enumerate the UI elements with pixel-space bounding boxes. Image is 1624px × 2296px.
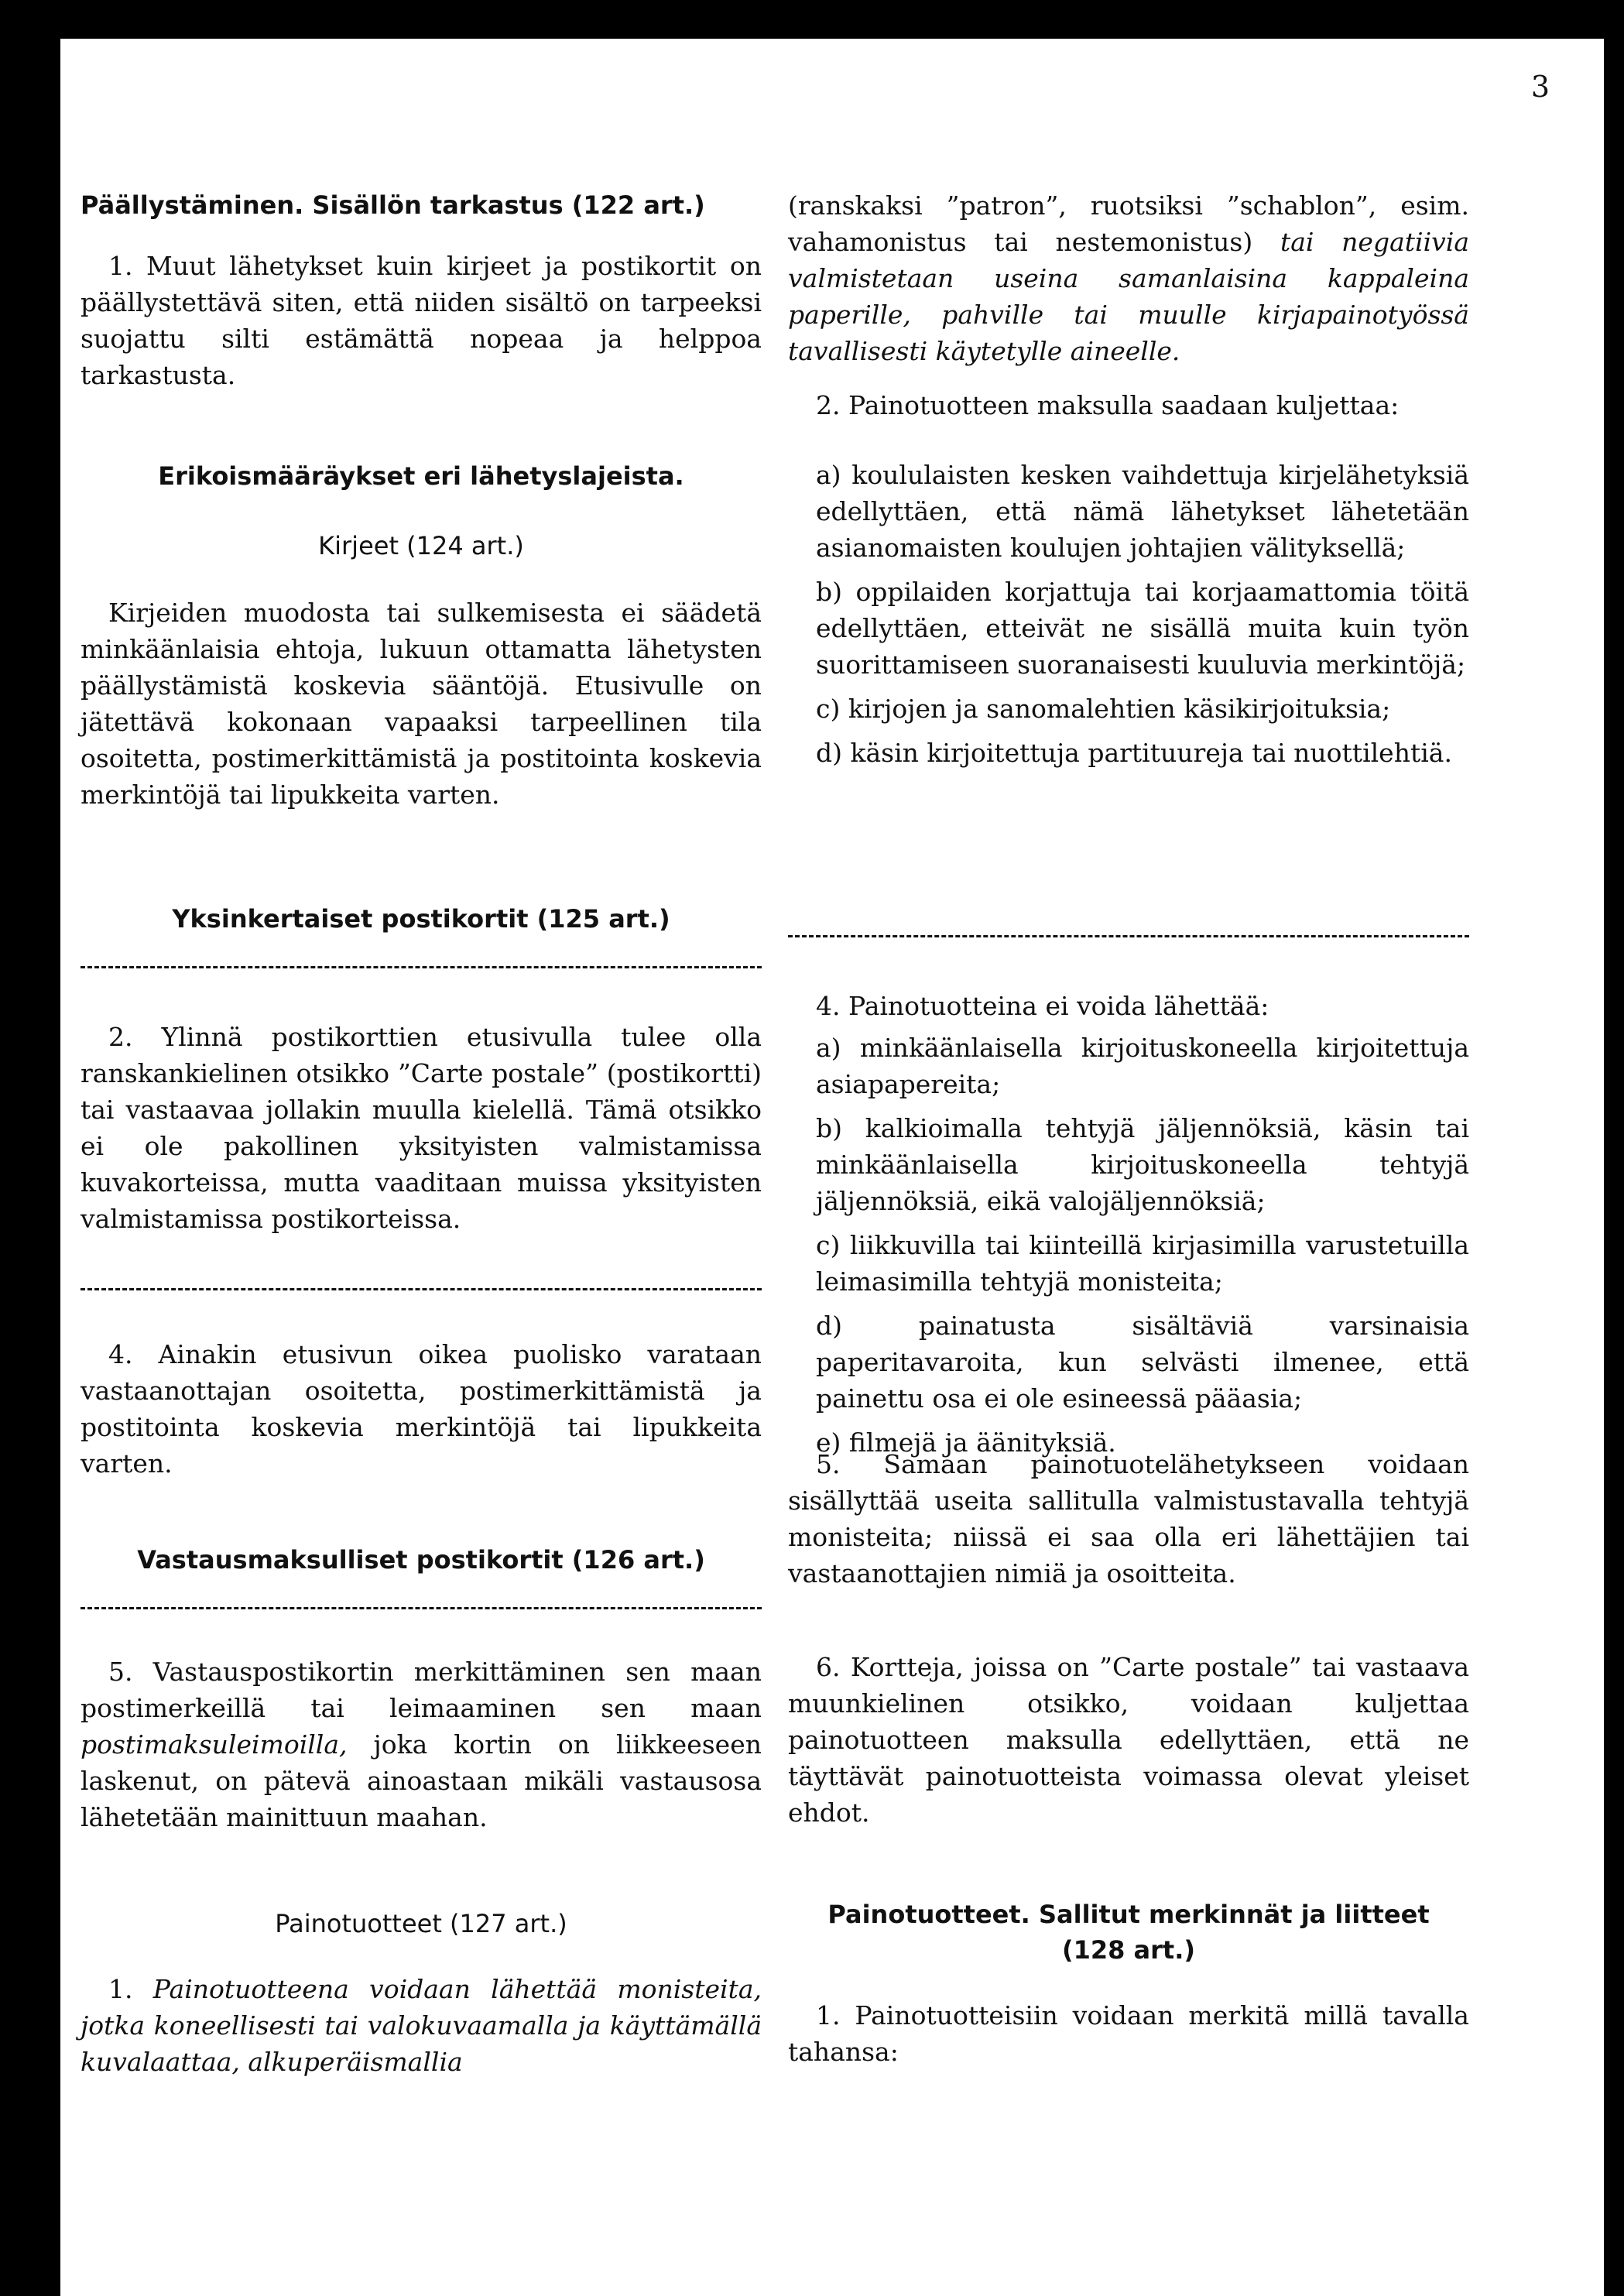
paragraph-printed-6: 6. Kortteja, joissa on ”Carte postale” tai vastaava muunkielinen otsikko, voidaan kuljettaa painotuotteen maksulla edellyttäen, että ne täyttävät painotuotteista voimassa olevat yleiset ehdot. (788, 1652, 1469, 1828)
paragraph-letters: Kirjeiden muodosta tai sulkemisesta ei säädetä minkäänlaisia ehtoja, lukuun ottamatta lähetysten päällystämistä koskevia sääntöjä. Etusivulle on jätettävä kokonaan vapaaksi tarpeellinen tila osoitetta, postimerkittämistä ja postitointa koskevia merkintöjä tai lipukkeita varten. (81, 598, 762, 810)
page-number: 3 (1530, 70, 1550, 104)
heading-printed-matter: Painotuotteet (127 art.) (275, 1909, 567, 1938)
paragraph-postcards-4: 4. Ainakin etusivun oikea puolisko varataan vastaanottajan osoitetta, postimerkittämistä ja postitointa koskevia merkintöjä tai lipukkeita varten. (81, 1339, 762, 1479)
reply-5-text-a: 5. Vastauspostikortin merkittäminen sen maan postimerkeillä tai leimaaminen sen maan (81, 1657, 762, 1723)
paragraph-printed-4: 4. Painotuotteina ei voida lähettää: (816, 991, 1269, 1021)
list-item: a) minkäänlaisella kirjoituskoneella kirjoitettuja asiapapereita; (816, 1033, 1469, 1099)
list-item: d) painatusta sisältäviä varsinaisia paperitavaroita, kun selvästi ilmenee, että painettu osa ei ole esineessä pääasia; (816, 1311, 1469, 1414)
list-item: c) liikkuvilla tai kiinteillä kirjasimilla varustetuilla leimasimilla tehtyjä monisteita; (816, 1230, 1469, 1297)
list-item: c) kirjojen ja sanomalehtien käsikirjoituksia; (816, 694, 1391, 724)
reply-5-text-b: joka kortin on liikkeeseen laskenut, on pätevä ainoastaan mikäli vastausosa lähetetään mainittuun maahan. (81, 1729, 762, 1832)
printed-1-italic: Painotuotteena voidaan lähettää monisteita, jotka koneellisesti tai valokuvaamalla ja käyttämällä kuvalaattaa, alkuperäismallia (81, 1974, 762, 2077)
heading-reply-postcards: Vastausmaksulliset postikortit (126 art.) (137, 1545, 705, 1575)
list-item: a) koululaisten kesken vaihdettuja kirjelähetyksiä edellyttäen, että nämä lähetykset lähetetään asianomaisten koulujen johtajien välityksellä; (816, 460, 1469, 563)
omission-divider (788, 935, 1469, 937)
omission-divider (81, 1607, 762, 1609)
continuation-italic: tai negatiivia valmistetaan useina samanlaisina kappaleina paperille, pahville tai muulle kirjapainotyössä tavallisesti käytetylle aineelle. (788, 227, 1469, 366)
paragraph-printed-5: 5. Samaan painotuotelähetykseen voidaan sisällyttää useita sallitulla valmistustavalla tehtyjä monisteita; niissä ei saa olla eri lähettäjien tai vastaanottajien nimiä ja osoitteita. (788, 1449, 1469, 1588)
paragraph-postcards-2: 2. Ylinnä postikorttien etusivulla tulee olla ranskankielinen otsikko ”Carte postale” (postikortti) tai vastaavaa jollakin muulla kielellä. Tämä otsikko ei ole pakollinen yksityisten valmistamissa kuvakorteissa, mutta vaaditaan muissa yksityisten valmistamissa postikorteissa. (81, 1022, 762, 1234)
printed-1-number: 1. (108, 1974, 153, 2004)
omission-divider (81, 1288, 762, 1290)
paragraph-printed-2: 2. Painotuotteen maksulla saadaan kuljettaa: (816, 390, 1400, 420)
heading-simple-postcards: Yksinkertaiset postikortit (125 art.) (172, 904, 670, 934)
list-item: b) kalkioimalla tehtyjä jäljennöksiä, käsin tai minkäänlaisella kirjoituskoneella tehtyjä jäljennöksiä, eikä valojäljennöksiä; (816, 1113, 1469, 1216)
reply-5-italic: postimaksuleimoilla, (81, 1729, 348, 1760)
paragraph-printed-1 (81, 1971, 762, 2080)
heading-allowed-markings: Painotuotteet. Sallitut merkinnät ja liitteet (827, 1900, 1430, 1929)
continuation-text: (ranskaksi ”patron”, ruotsiksi ”schablon”, esim. vahamonistus tai nestemonistus) (788, 190, 1469, 257)
heading-packaging: Päällystäminen. Sisällön tarkastus (122 art.) (81, 190, 705, 220)
heading-letters: Kirjeet (124 art.) (318, 531, 524, 560)
paragraph-continuation (788, 187, 1469, 369)
paragraph-packaging: 1. Muut lähetykset kuin kirjeet ja postikortit on päällystettävä siten, että niiden sisältö on tarpeeksi suojattu silti estämättä nopeaa ja helppoa tarkastusta. (81, 251, 762, 390)
paragraph-allowed-1: 1. Painotuotteisiin voidaan merkitä millä tavalla tahansa: (788, 2000, 1469, 2067)
list-item: e) filmejä ja äänityksiä. (816, 1427, 1116, 1458)
omission-divider (81, 966, 762, 968)
heading-special-provisions: Erikoismääräykset eri lähetyslajeista. (158, 461, 684, 491)
heading-allowed-markings-article: (128 art.) (1061, 1935, 1195, 1965)
list-item: d) käsin kirjoitettuja partituureja tai nuottilehtiä. (816, 738, 1452, 768)
list-item: b) oppilaiden korjattuja tai korjaamattomia töitä edellyttäen, etteivät ne sisällä muita kuin työn suorittamiseen suoranaisesti kuuluvia merkintöjä; (816, 577, 1469, 680)
paragraph-reply-5 (81, 1653, 762, 1835)
document-page (60, 39, 1604, 2296)
